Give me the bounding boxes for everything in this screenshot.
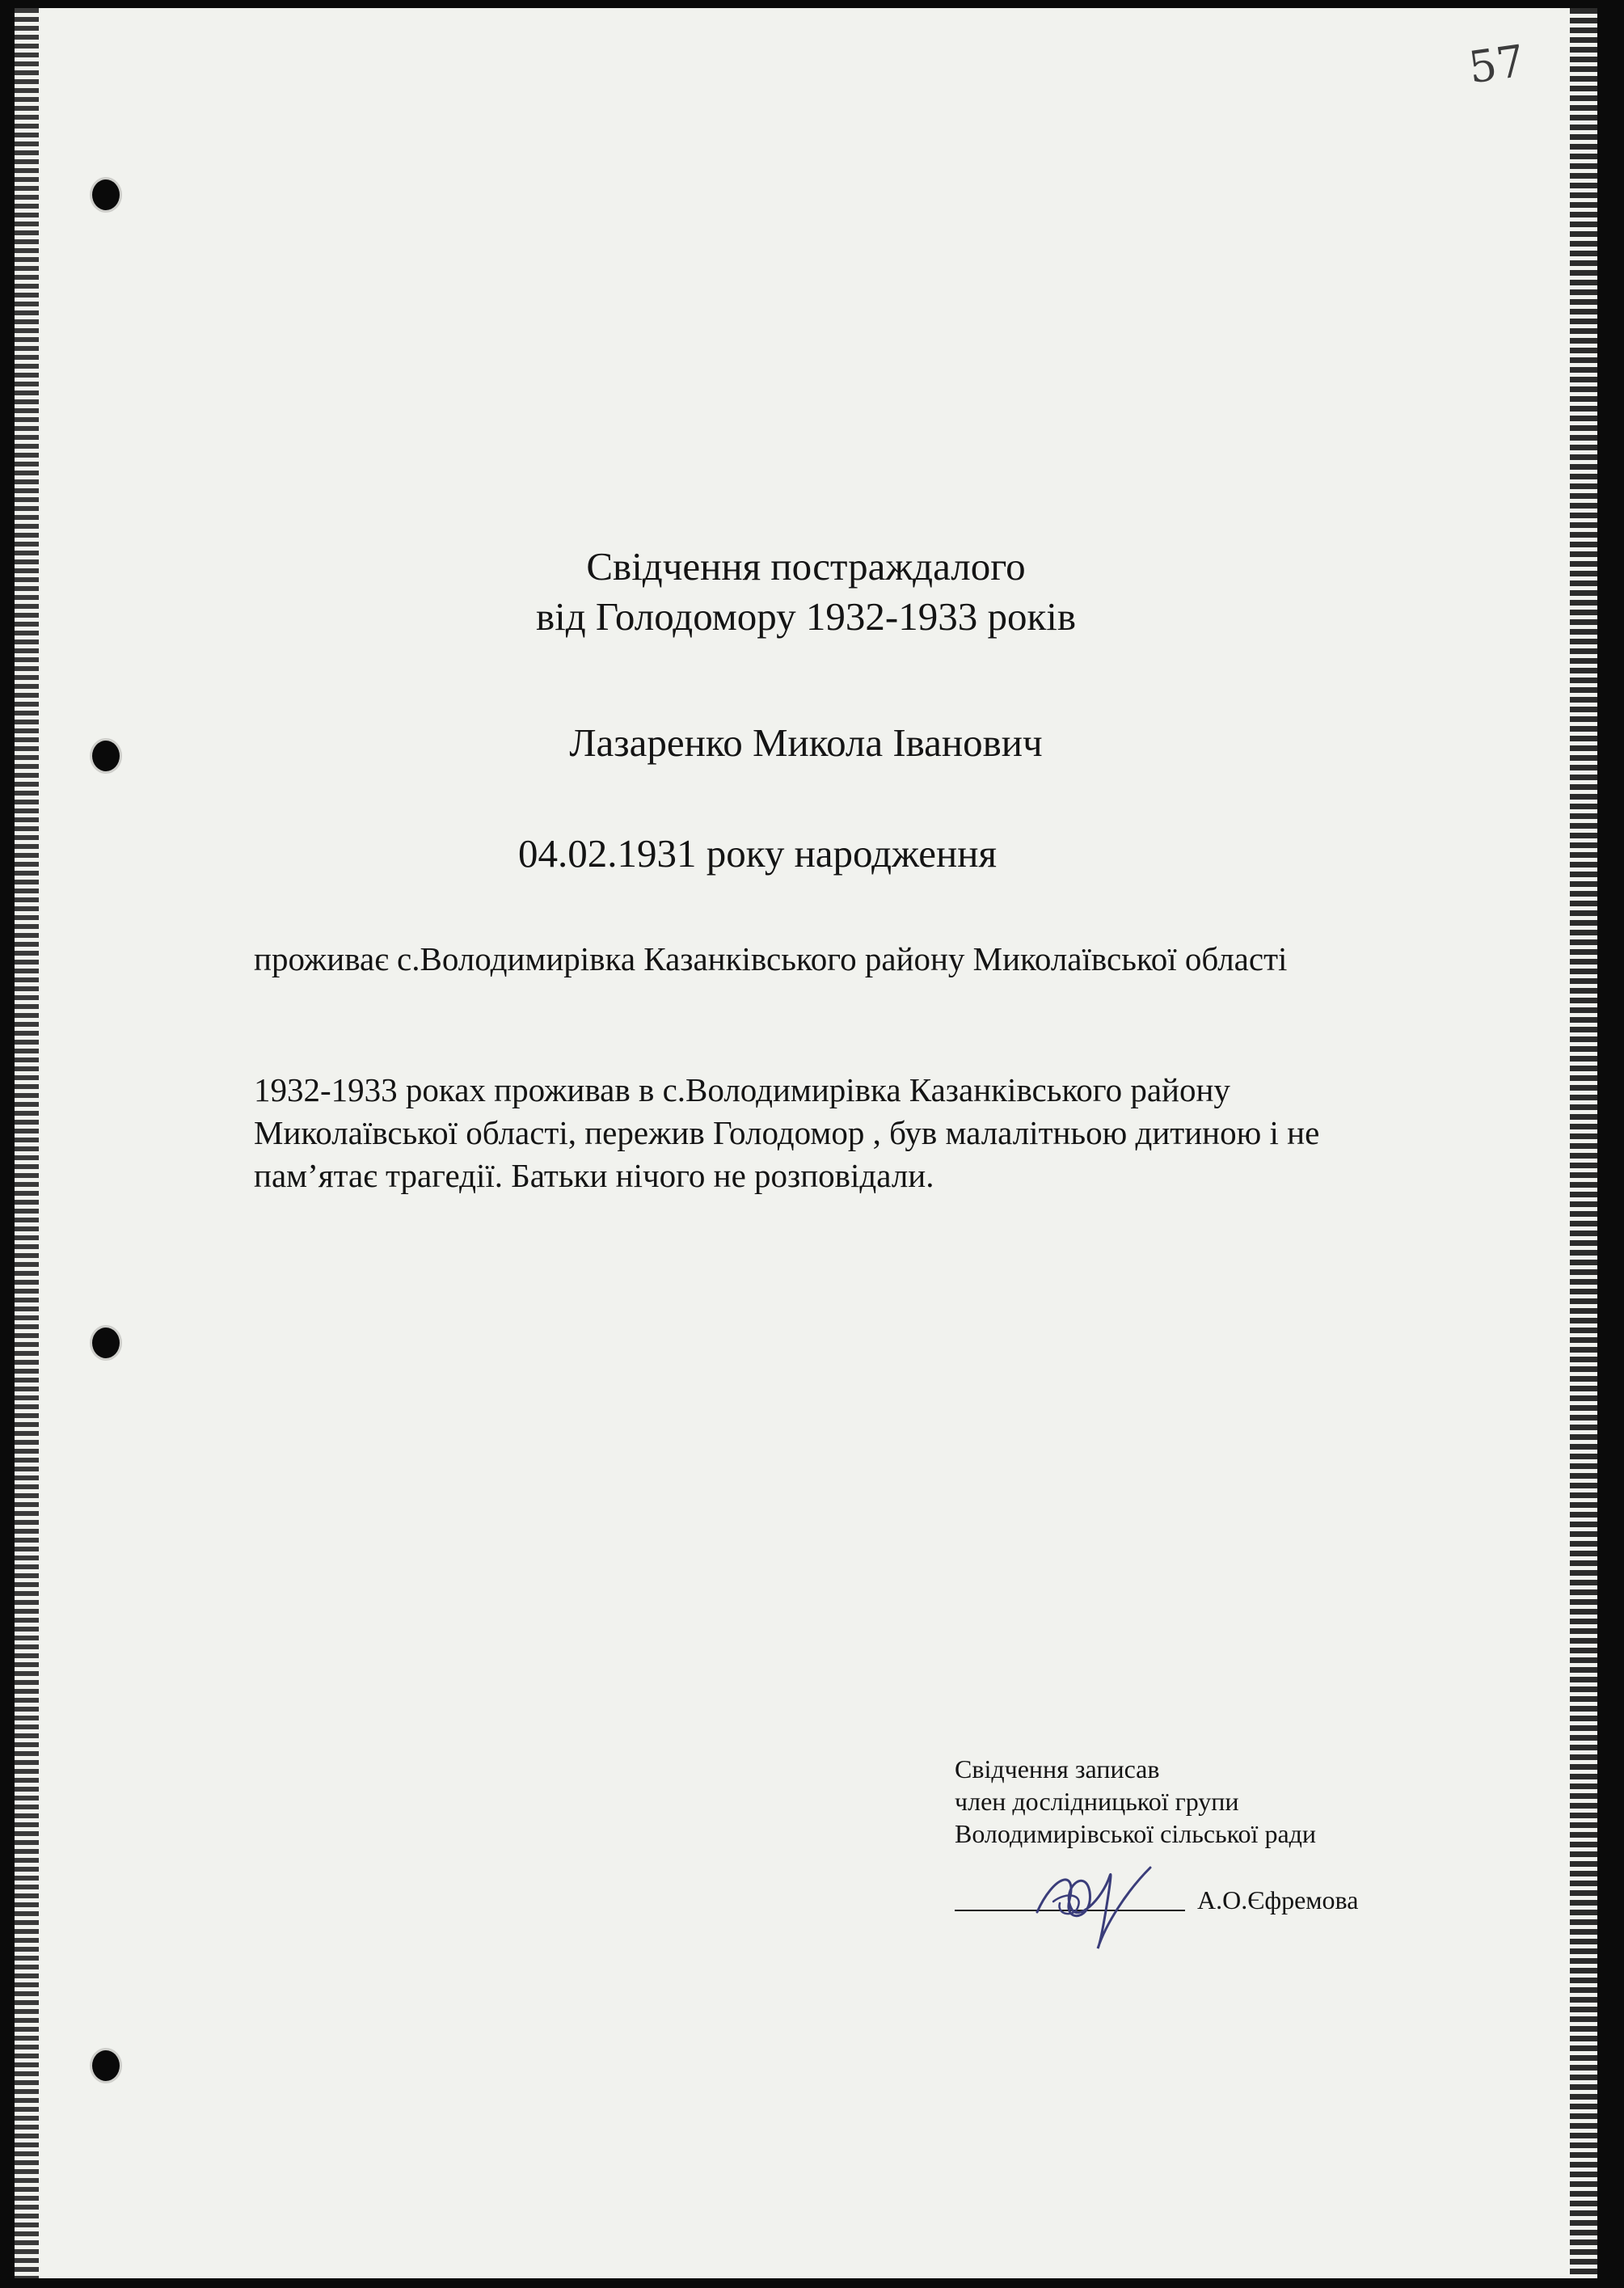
scan-edge-right	[1570, 8, 1597, 2278]
document-page	[15, 8, 1597, 2278]
title-line-2: від Голодомору 1932-1933 років	[535, 594, 1077, 639]
punch-hole	[92, 2050, 120, 2081]
recorder-line-2: член дослідницької групи	[955, 1787, 1239, 1816]
handwritten-signature	[1021, 1843, 1158, 1957]
punch-hole	[92, 1328, 120, 1358]
punch-hole	[92, 179, 120, 210]
birth-date: 04.02.1931 року народження	[517, 831, 998, 876]
signer-name: А.О.Єфремова	[1197, 1885, 1359, 1914]
person-name: Лазаренко Микола Іванович	[569, 720, 1043, 765]
handwritten-page-number: 57	[1466, 35, 1529, 94]
recorder-line-3: Володимирівської сільської ради	[955, 1819, 1317, 1848]
title-line-1: Свідчення постраждалого	[586, 544, 1026, 589]
residence-paragraph: проживає с.Володимирівка Казанківського району Миколаївської області	[254, 940, 1288, 977]
scan-edge-left	[15, 8, 39, 2278]
testimony-paragraph: 1932-1933 роках проживав в с.Володимирівка Казанківського району Миколаївської області, пережив Голодомор , був малалітньою дитиною і не пам’ятає трагедії. Батьки нічого не розповідали.	[254, 1071, 1320, 1194]
recorder-block	[955, 1753, 1316, 1850]
document-title	[15, 542, 1597, 642]
recorder-line-1: Свідчення записав	[955, 1754, 1160, 1784]
